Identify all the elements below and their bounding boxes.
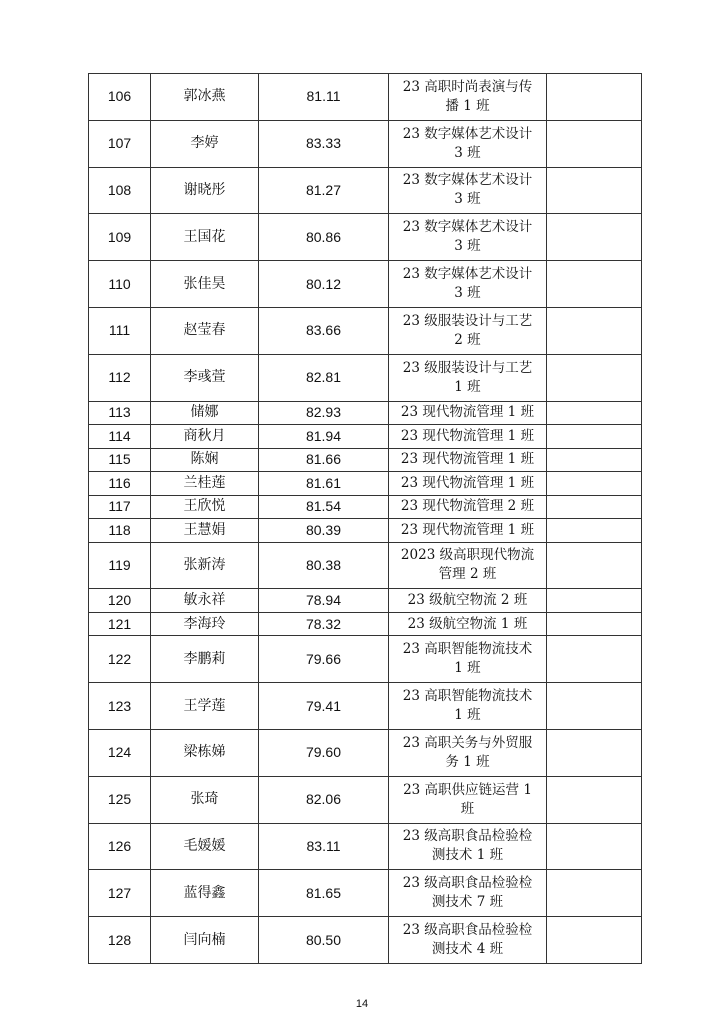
class-name-cell: 23 高职智能物流技术 1 班 xyxy=(389,683,547,730)
row-number-cell: 114 xyxy=(89,425,151,449)
table-row xyxy=(89,425,642,449)
table-row xyxy=(89,120,642,167)
student-name-cell: 李海玲 xyxy=(151,612,259,636)
row-number-cell: 115 xyxy=(89,448,151,472)
remarks-cell xyxy=(547,472,642,496)
score-cell: 82.93 xyxy=(259,401,389,425)
row-number-cell: 108 xyxy=(89,167,151,214)
score-cell: 81.94 xyxy=(259,425,389,449)
class-name-cell: 23 级服装设计与工艺 2 班 xyxy=(389,307,547,354)
row-number-cell: 113 xyxy=(89,401,151,425)
table-row xyxy=(89,354,642,401)
class-name-cell: 23 数字媒体艺术设计 3 班 xyxy=(389,214,547,261)
remarks-cell xyxy=(547,729,642,776)
remarks-cell xyxy=(547,870,642,917)
class-name-cell: 23 现代物流管理 1 班 xyxy=(389,519,547,543)
score-cell: 82.81 xyxy=(259,354,389,401)
table-row xyxy=(89,542,642,589)
score-cell: 82.06 xyxy=(259,776,389,823)
score-cell: 81.27 xyxy=(259,167,389,214)
student-name-cell: 梁栋娣 xyxy=(151,729,259,776)
score-cell: 80.86 xyxy=(259,214,389,261)
remarks-cell xyxy=(547,425,642,449)
class-name-cell: 23 高职供应链运营 1 班 xyxy=(389,776,547,823)
class-name-cell: 23 现代物流管理 1 班 xyxy=(389,401,547,425)
row-number-cell: 120 xyxy=(89,589,151,613)
student-name-cell: 陈娴 xyxy=(151,448,259,472)
student-name-cell: 王欣悦 xyxy=(151,495,259,519)
row-number-cell: 118 xyxy=(89,519,151,543)
score-cell: 81.11 xyxy=(259,74,389,121)
score-cell: 83.66 xyxy=(259,307,389,354)
student-name-cell: 张佳昊 xyxy=(151,261,259,308)
class-name-cell: 2023 级高职现代物流 管理 2 班 xyxy=(389,542,547,589)
class-name-cell: 23 数字媒体艺术设计 3 班 xyxy=(389,167,547,214)
student-name-cell: 李鹏莉 xyxy=(151,636,259,683)
class-name-cell: 23 现代物流管理 1 班 xyxy=(389,448,547,472)
row-number-cell: 128 xyxy=(89,917,151,964)
score-cell: 80.50 xyxy=(259,917,389,964)
student-name-cell: 张琦 xyxy=(151,776,259,823)
score-cell: 79.60 xyxy=(259,729,389,776)
student-name-cell: 储娜 xyxy=(151,401,259,425)
table-body xyxy=(89,74,642,964)
remarks-cell xyxy=(547,589,642,613)
table-row xyxy=(89,401,642,425)
student-name-cell: 王慧娟 xyxy=(151,519,259,543)
score-cell: 83.11 xyxy=(259,823,389,870)
student-name-cell: 蓝得鑫 xyxy=(151,870,259,917)
table-row xyxy=(89,612,642,636)
class-name-cell: 23 高职智能物流技术 1 班 xyxy=(389,636,547,683)
remarks-cell xyxy=(547,214,642,261)
row-number-cell: 112 xyxy=(89,354,151,401)
remarks-cell xyxy=(547,519,642,543)
score-cell: 83.33 xyxy=(259,120,389,167)
class-name-cell: 23 现代物流管理 1 班 xyxy=(389,425,547,449)
row-number-cell: 125 xyxy=(89,776,151,823)
row-number-cell: 109 xyxy=(89,214,151,261)
row-number-cell: 116 xyxy=(89,472,151,496)
row-number-cell: 119 xyxy=(89,542,151,589)
remarks-cell xyxy=(547,636,642,683)
row-number-cell: 127 xyxy=(89,870,151,917)
class-name-cell: 23 数字媒体艺术设计 3 班 xyxy=(389,120,547,167)
remarks-cell xyxy=(547,120,642,167)
score-cell: 81.61 xyxy=(259,472,389,496)
remarks-cell xyxy=(547,683,642,730)
class-name-cell: 23 级高职食品检验检 测技术 7 班 xyxy=(389,870,547,917)
remarks-cell xyxy=(547,261,642,308)
table-row xyxy=(89,823,642,870)
score-cell: 80.38 xyxy=(259,542,389,589)
row-number-cell: 107 xyxy=(89,120,151,167)
table-row xyxy=(89,870,642,917)
class-name-cell: 23 现代物流管理 1 班 xyxy=(389,472,547,496)
student-name-cell: 王国花 xyxy=(151,214,259,261)
row-number-cell: 111 xyxy=(89,307,151,354)
class-name-cell: 23 级航空物流 2 班 xyxy=(389,589,547,613)
class-name-cell: 23 现代物流管理 2 班 xyxy=(389,495,547,519)
class-name-cell: 23 级高职食品检验检 测技术 4 班 xyxy=(389,917,547,964)
row-number-cell: 121 xyxy=(89,612,151,636)
score-cell: 79.41 xyxy=(259,683,389,730)
student-name-cell: 敏永祥 xyxy=(151,589,259,613)
student-name-cell: 商秋月 xyxy=(151,425,259,449)
class-name-cell: 23 高职关务与外贸服 务 1 班 xyxy=(389,729,547,776)
remarks-cell xyxy=(547,448,642,472)
table-row xyxy=(89,472,642,496)
remarks-cell xyxy=(547,74,642,121)
class-name-cell: 23 级高职食品检验检 测技术 1 班 xyxy=(389,823,547,870)
row-number-cell: 126 xyxy=(89,823,151,870)
table-row xyxy=(89,636,642,683)
remarks-cell xyxy=(547,612,642,636)
student-name-cell: 郭冰燕 xyxy=(151,74,259,121)
student-name-cell: 王学莲 xyxy=(151,683,259,730)
table-row xyxy=(89,776,642,823)
score-cell: 78.94 xyxy=(259,589,389,613)
score-cell: 81.66 xyxy=(259,448,389,472)
table-row xyxy=(89,448,642,472)
class-name-cell: 23 高职时尚表演与传 播 1 班 xyxy=(389,74,547,121)
student-score-table xyxy=(88,73,642,964)
table-row xyxy=(89,589,642,613)
remarks-cell xyxy=(547,495,642,519)
student-name-cell: 赵莹春 xyxy=(151,307,259,354)
score-cell: 81.54 xyxy=(259,495,389,519)
table-row xyxy=(89,495,642,519)
class-name-cell: 23 数字媒体艺术设计 3 班 xyxy=(389,261,547,308)
remarks-cell xyxy=(547,307,642,354)
remarks-cell xyxy=(547,542,642,589)
table-row xyxy=(89,261,642,308)
student-name-cell: 毛媛媛 xyxy=(151,823,259,870)
table-row xyxy=(89,214,642,261)
row-number-cell: 110 xyxy=(89,261,151,308)
row-number-cell: 123 xyxy=(89,683,151,730)
score-cell: 80.39 xyxy=(259,519,389,543)
table-row xyxy=(89,519,642,543)
student-name-cell: 李彧萱 xyxy=(151,354,259,401)
table-row xyxy=(89,307,642,354)
table-row xyxy=(89,74,642,121)
score-cell: 80.12 xyxy=(259,261,389,308)
score-cell: 81.65 xyxy=(259,870,389,917)
student-name-cell: 兰桂莲 xyxy=(151,472,259,496)
student-name-cell: 张新涛 xyxy=(151,542,259,589)
remarks-cell xyxy=(547,823,642,870)
class-name-cell: 23 级航空物流 1 班 xyxy=(389,612,547,636)
remarks-cell xyxy=(547,917,642,964)
score-cell: 79.66 xyxy=(259,636,389,683)
table-row xyxy=(89,729,642,776)
student-name-cell: 李婷 xyxy=(151,120,259,167)
student-name-cell: 谢晓彤 xyxy=(151,167,259,214)
table-row xyxy=(89,167,642,214)
remarks-cell xyxy=(547,354,642,401)
row-number-cell: 117 xyxy=(89,495,151,519)
table-row xyxy=(89,683,642,730)
table-row xyxy=(89,917,642,964)
student-name-cell: 闫向楠 xyxy=(151,917,259,964)
remarks-cell xyxy=(547,776,642,823)
row-number-cell: 122 xyxy=(89,636,151,683)
class-name-cell: 23 级服装设计与工艺 1 班 xyxy=(389,354,547,401)
remarks-cell xyxy=(547,167,642,214)
row-number-cell: 124 xyxy=(89,729,151,776)
row-number-cell: 106 xyxy=(89,74,151,121)
page-number: 14 xyxy=(355,998,369,1010)
score-cell: 78.32 xyxy=(259,612,389,636)
remarks-cell xyxy=(547,401,642,425)
